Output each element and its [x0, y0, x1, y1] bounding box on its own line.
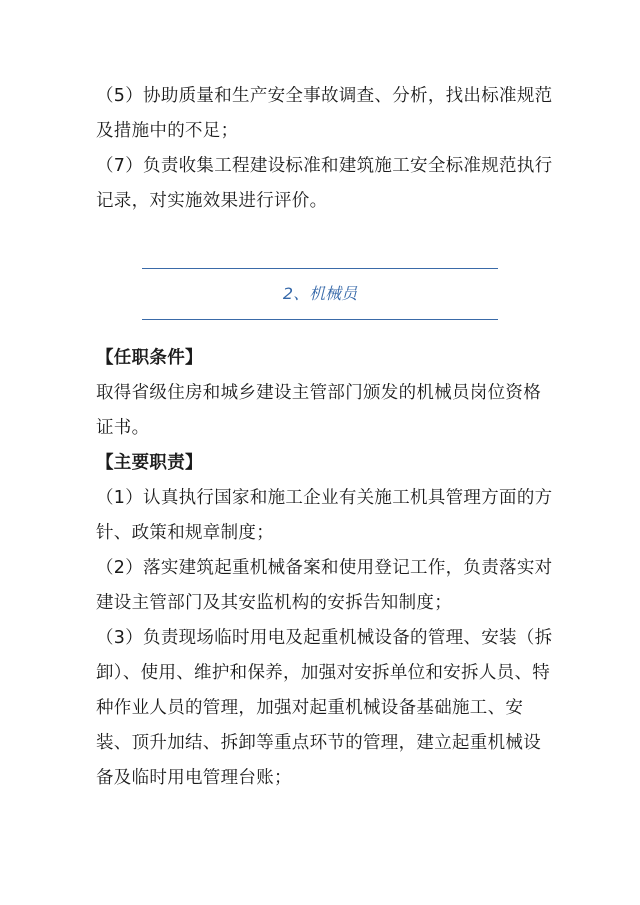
duty-item-2: （2）落实建筑起重机械备案和使用登记工作，负责落实对建设主管部门及其安监机构的安拆告知制度；	[96, 558, 553, 613]
qualification-heading: 【任职条件】	[96, 348, 203, 368]
duty-item-1: （1）认真执行国家和施工企业有关施工机具管理方面的方针、政策和规章制度；	[96, 488, 553, 543]
section-divider-bottom	[142, 319, 498, 320]
duty-item-5: （5）协助质量和生产安全事故调查、分析，找出标准规范及措施中的不足；	[96, 86, 553, 141]
top-items-block	[96, 79, 556, 219]
section-divider-top	[142, 268, 498, 269]
duties-heading: 【主要职责】	[96, 453, 203, 473]
section-title: 2、机械员	[282, 284, 358, 303]
duty-item-3: （3）负责现场临时用电及起重机械设备的管理、安装（拆卸）、使用、维护和保养，加强对安拆单位和安拆人员、特种作业人员的管理，加强对起重机械设备基础施工、安装、顶升加结、拆卸等重点环节的管理，建立起重机械设备及临时用电管理台账；	[96, 628, 553, 788]
duty-item-7: （7）负责收集工程建设标准和建筑施工安全标准规范执行记录，对实施效果进行评价。	[96, 156, 553, 211]
main-content-block	[96, 341, 556, 796]
qualification-text: 取得省级住房和城乡建设主管部门颁发的机械员岗位资格证书。	[96, 383, 541, 438]
